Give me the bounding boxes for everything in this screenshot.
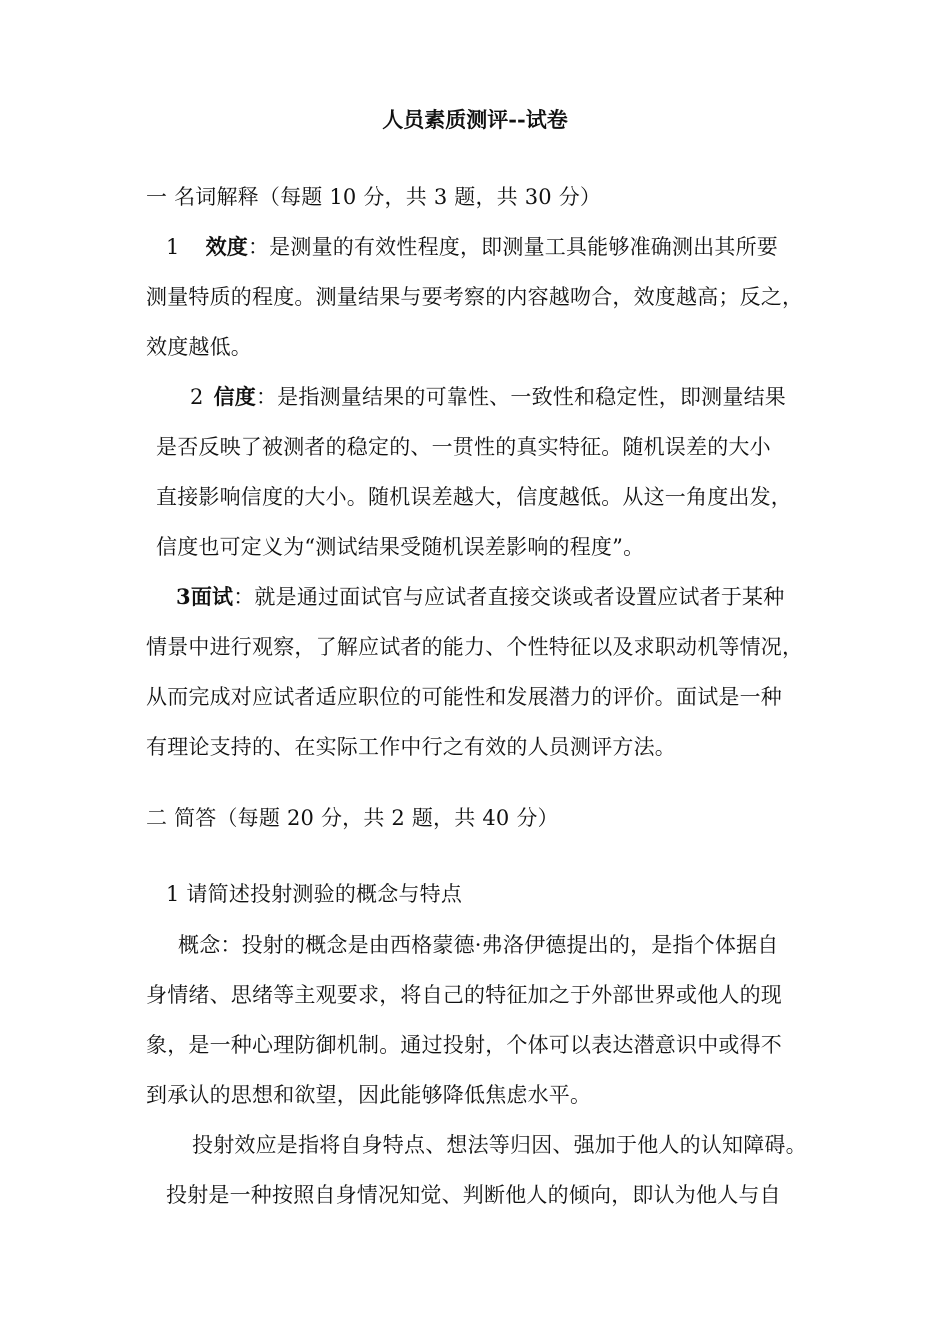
- definition-text: 测量特质的程度。测量结果与要考察的内容越吻合，效度越高；反之，: [146, 285, 804, 309]
- term-reliability-line: [190, 383, 786, 411]
- section1-heading: 一 名词解释（每题 10 分，共 3 题，共 30 分）: [146, 185, 602, 209]
- definition-text: 情景中进行观察，了解应试者的能力、个性特征以及求职动机等情况，: [146, 635, 804, 659]
- answer-text: 概念：投射的概念是由西格蒙德·弗洛伊德提出的，是指个体据自: [178, 933, 779, 957]
- term-validity: 效度: [205, 234, 248, 259]
- definition-text: 直接影响信度的大小。随机误差越大，信度越低。从这一角度出发，: [156, 485, 792, 509]
- definition-text: ：是测量的有效性程度，即测量工具能够准确测出其所要: [247, 235, 778, 259]
- definition-text: 效度越低。: [146, 335, 252, 359]
- section2-heading: 二 简答（每题 20 分，共 2 题，共 40 分）: [146, 806, 559, 830]
- definition-text: ：就是通过面试官与应试者直接交谈或者设置应试者于某种: [233, 585, 785, 609]
- answer-text: 身情绪、思绪等主观要求，将自己的特征加之于外部世界或他人的现: [146, 983, 782, 1007]
- question-title: 1 请简述投射测验的概念与特点: [166, 882, 463, 906]
- term-number: 3: [176, 584, 191, 609]
- term-interview-line: [176, 583, 784, 611]
- term-reliability: 信度: [213, 384, 256, 409]
- term-number: 1: [166, 235, 180, 259]
- definition-text: 是否反映了被测者的稳定的、一贯性的真实特征。随机误差的大小: [156, 435, 771, 459]
- definition-text: 有理论支持的、在实际工作中行之有效的人员测评方法。: [146, 735, 676, 759]
- term-interview: 面试: [190, 584, 234, 609]
- document-title: 人员素质测评--试卷: [382, 107, 568, 132]
- answer-text: 投射效应是指将自身特点、想法等归因、强加于他人的认知障碍。: [192, 1133, 807, 1157]
- definition-text: 信度也可定义为“测试结果受随机误差影响的程度”。: [156, 535, 645, 559]
- answer-text: 象，是一种心理防御机制。通过投射，个体可以表达潜意识中或得不: [146, 1033, 782, 1057]
- term-number: 2: [190, 385, 204, 409]
- answer-text: 投射是一种按照自身情况知觉、判断他人的倾向，即认为他人与自: [166, 1183, 781, 1207]
- answer-text: 到承认的思想和欲望，因此能够降低焦虑水平。: [146, 1083, 592, 1107]
- term-validity-line: [166, 233, 778, 261]
- definition-text: ：是指测量结果的可靠性、一致性和稳定性，即测量结果: [255, 385, 786, 409]
- definition-text: 从而完成对应试者适应职位的可能性和发展潜力的评价。面试是一种: [146, 685, 782, 709]
